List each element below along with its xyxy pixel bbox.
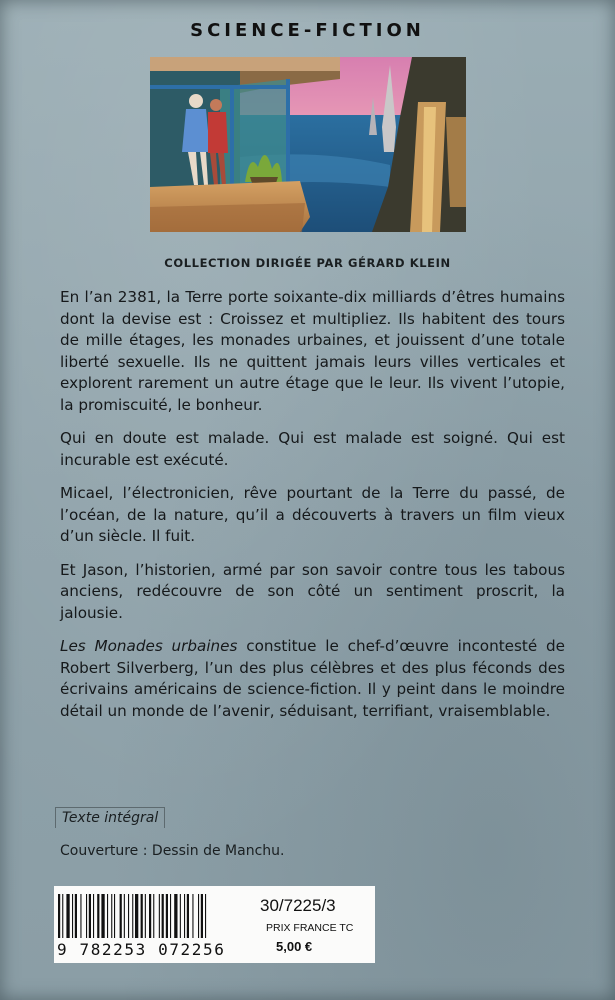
series-title: SCIENCE-FICTION bbox=[190, 20, 425, 41]
barcode-bar bbox=[62, 894, 63, 938]
barcode-bar bbox=[153, 894, 154, 938]
barcode-bar bbox=[75, 894, 77, 938]
barcode-bar bbox=[162, 894, 164, 938]
barcode-bar bbox=[201, 894, 203, 938]
barcode-bar bbox=[111, 894, 112, 938]
barcode-bar bbox=[198, 894, 199, 938]
barcode-icon bbox=[58, 894, 254, 938]
barcode-bar bbox=[187, 894, 189, 938]
barcode-bar bbox=[97, 894, 99, 938]
barcode-bar bbox=[80, 894, 81, 938]
barcode-bar bbox=[170, 894, 171, 938]
blurb-paragraph: Qui en doute est malade. Qui est malade est soigné. Qui est incurable est exécuté. bbox=[60, 429, 565, 469]
barcode-bar bbox=[180, 894, 181, 938]
catalog-code: 30/7225/3 bbox=[260, 896, 336, 915]
barcode-bar bbox=[66, 894, 69, 938]
barcode-bar bbox=[72, 894, 73, 938]
collection-line: COLLECTION DIRIGÉE PAR GÉRARD KLEIN bbox=[164, 256, 451, 270]
barcode-bar bbox=[174, 894, 177, 938]
barcode-bar bbox=[89, 894, 91, 938]
barcode-bar bbox=[192, 894, 193, 938]
blurb-paragraph: Micael, l’électronicien, rêve pourtant de la Terre du passé, de l’océan, de la nature, qu’il a découverts à travers un film vieux d’un siècle. Il fuit. bbox=[60, 484, 565, 545]
barcode-bar bbox=[135, 894, 138, 938]
barcode-bar bbox=[128, 894, 129, 938]
barcode-bar bbox=[86, 894, 87, 938]
book-title: Les Monades urbaines bbox=[60, 637, 238, 655]
barcode-bar bbox=[141, 894, 143, 938]
barcode-bar bbox=[159, 894, 160, 938]
integral-text-label: Texte intégral bbox=[55, 807, 165, 828]
isbn-number: 9 782253 072256 bbox=[57, 940, 226, 959]
blurb bbox=[60, 287, 565, 734]
price-value: 5,00 € bbox=[276, 939, 313, 954]
barcode-bar bbox=[205, 894, 206, 938]
barcode-bar bbox=[149, 894, 151, 938]
barcode-bar bbox=[184, 894, 185, 938]
barcode-bar bbox=[58, 894, 60, 938]
blurb-paragraph-rest: constitue le chef-d’œuvre incontesté de Robert Silverberg, l’un des plus célèbres et des plus féconds des écrivains américains de science-fiction. Il y peint dans le moindre détail un monde de l’avenir, séduisant, terrifiant, vraisemblable. bbox=[60, 637, 565, 720]
barcode-label bbox=[54, 886, 375, 963]
barcode-bar bbox=[120, 894, 122, 938]
barcode-bar bbox=[124, 894, 125, 938]
barcode-bar bbox=[145, 894, 146, 938]
barcode-bar bbox=[107, 894, 108, 938]
blurb-paragraph: En l’an 2381, la Terre porte soixante-dix milliards d’êtres humains dont la devise est : Croissez et multipliez. Ils habitent des tours de mille étages, les monades urbaines, et jouissent d’une totale liberté sexuelle. Ils ne quittent jamais leurs villes verticales et explorent rarement un autre étage que le leur. Ils vivent l’utopie, la promiscuité, le bonheur. bbox=[60, 288, 565, 414]
price-label: PRIX FRANCE TC bbox=[266, 922, 354, 934]
blurb-paragraph: Et Jason, l’historien, armé par son savoir contre tous les tabous anciens, redécouvre de son côté un sentiment proscrit, la jalousie. bbox=[60, 560, 565, 622]
futuristic-city-illustration-icon bbox=[150, 57, 466, 232]
barcode-bar bbox=[101, 894, 104, 938]
barcode-bar bbox=[114, 894, 115, 938]
cover-credit: Couverture : Dessin de Manchu. bbox=[60, 843, 285, 859]
barcode-bar bbox=[132, 894, 133, 938]
blurb-paragraph bbox=[60, 636, 565, 722]
barcode-bar bbox=[93, 894, 94, 938]
barcode-bar bbox=[166, 894, 168, 938]
